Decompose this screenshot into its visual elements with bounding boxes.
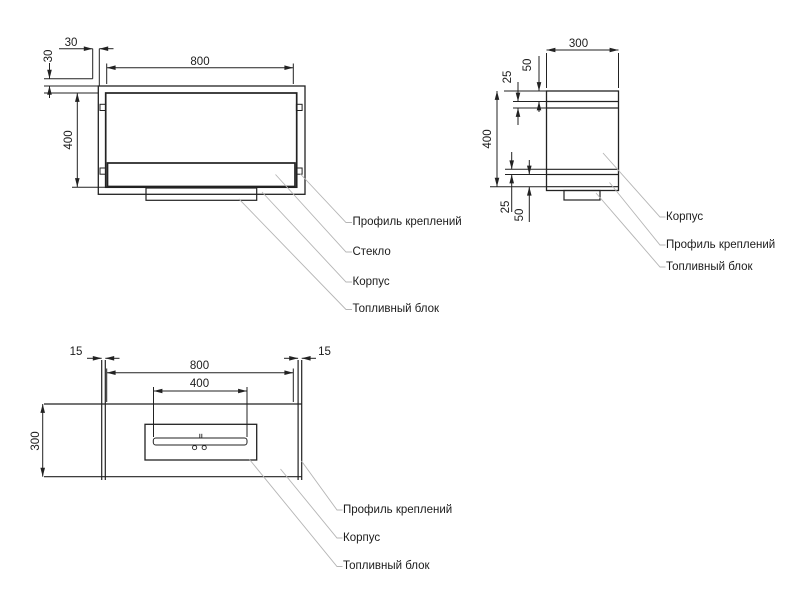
side-fuel-block-foot [564,191,600,201]
front-profile-clip-top-left [100,104,106,110]
side-dim-profile-bottom: 25 [500,200,512,213]
front-profile-clip-bottom-left [100,168,106,174]
leader-plan-corpus [281,469,343,538]
front-dim-top-offset: 30 [64,37,78,49]
side-dim-inset-top: 50 [521,58,534,72]
side-dim-inset-bottom: 50 [513,208,526,222]
side-view [490,50,666,267]
front-dimension-lines [44,49,293,188]
front-callout-glass: Стекло [352,245,391,258]
plan-fuel-block-outline [145,424,257,460]
plan-corpus-outline [44,360,302,480]
side-callout-fuel-block: Топливный блок [666,260,753,273]
front-fuel-block-outline [108,163,296,187]
front-glass-outline [106,93,297,187]
side-profile-rails [547,102,619,187]
leader-front-fuel-block [239,199,352,310]
front-dim-opening-width: 800 [190,55,210,68]
plan-dim-depth: 300 [29,430,42,451]
leader-front-profile [300,174,352,223]
plan-dim-opening-width: 800 [189,359,210,372]
plan-burner-details [193,434,207,450]
side-callout-corpus: Корпус [666,210,704,223]
plan-callout-profile: Профиль креплений [343,503,453,516]
side-dim-profile-top: 25 [501,70,514,83]
leader-plan-fuel-block [250,460,343,567]
plan-dim-profile-right: 15 [318,346,331,358]
side-corpus-outline [547,91,619,191]
front-callout-profile: Профиль креплений [352,216,462,228]
front-callout-fuel-block: Топливный блок [352,303,440,315]
plan-leader-lines [250,460,343,567]
plan-dim-burner-width: 400 [189,378,210,390]
front-dim-opening-height: 400 [63,130,75,150]
side-dim-height: 400 [482,128,494,149]
side-callout-profile: Профиль креплений [666,238,776,251]
front-callout-corpus: Корпус [352,275,390,288]
plan-callout-fuel-block: Топливный блок [343,560,430,572]
side-leader-lines [596,153,666,267]
plan-callout-corpus: Корпус [343,531,381,544]
front-dim-side-offset: 30 [42,49,55,62]
plan-dimension-lines [43,358,316,476]
leader-side-corpus [603,153,666,217]
front-corpus-outline [98,86,305,194]
plan-burner-slot [153,438,247,445]
leader-side-fuel-block [596,193,666,267]
side-dim-depth: 300 [568,37,589,50]
front-view [44,49,352,310]
plan-dim-profile-left: 15 [69,346,83,358]
